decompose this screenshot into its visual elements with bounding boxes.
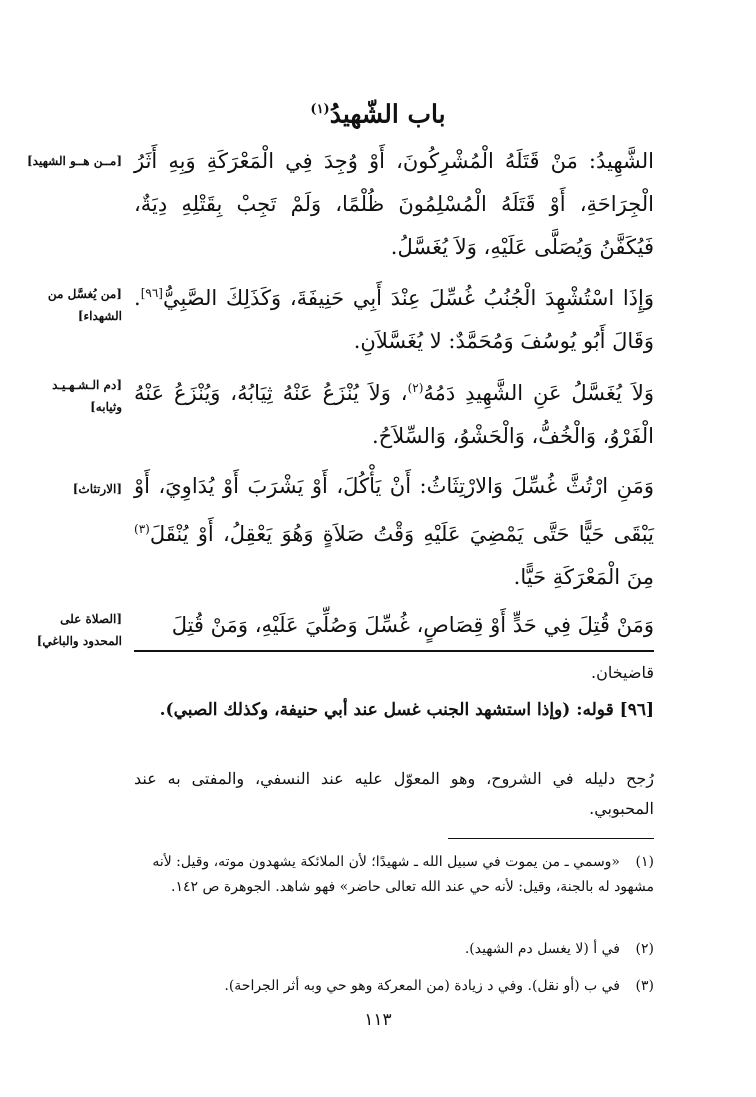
commentary-prev-tail: قاضيخان. — [591, 663, 654, 682]
paragraph-text: ، وَلاَ يُنْزَعُ عَنْهُ ثِيَابُهُ، وَيُنْزَعُ عَنْهُ الْفَرْوُ، وَالْخُفُّ، وَالْحَشْوُ، وَالسِّلاَحُ. — [134, 381, 654, 448]
margin-note-blood-clothes: [دم الـشـهـيـد وثيابه] — [52, 378, 122, 414]
footnote-text: في ب (أو نقل). وفي د زيادة (من المعركة وهو حي وبه أثر الجراحة). — [224, 978, 620, 994]
margin-note-irtithath: [الارتثاث] — [72, 482, 122, 496]
paragraph-martyr-definition: الشَّهِيدُ: مَنْ قَتَلَهُ الْمُشْرِكُونَ، أَوْ وُجِدَ فِي الْمَعْرَكَةِ وَبِهِ أَثَرُ الْجِرَاحَةِ، أَوْ قَتَلَهُ الْمُسْلِمُونَ ظُلْمًا، وَلَمْ تَجِبْ بِقَتْلِهِ دِيَةٌ، فَيُكَفَّنُ وَيُصَلَّى عَلَيْهِ، وَلاَ يُغَسَّلُ. — [134, 149, 654, 259]
main-text-divider — [134, 650, 654, 652]
paragraph-text: وَلاَ يُغَسَّلُ عَنِ الشَّهِيدِ دَمُهُ — [423, 381, 654, 405]
chapter-title — [200, 88, 556, 132]
footnote-1 — [134, 850, 654, 926]
footnote-number: (٢) — [635, 941, 654, 957]
commentary-ref: [٩٦] — [619, 700, 654, 720]
commentary-item-heading — [134, 694, 654, 727]
footnote-3 — [134, 974, 654, 999]
paragraph-text: . وَقَالَ أَبُو يُوسُفَ وَمُحَمَّدٌ: لا يُغَسَّلاَنِ. — [134, 286, 654, 353]
paragraph-junub-martyr — [134, 272, 654, 358]
paragraph-irtithath — [134, 465, 654, 595]
chapter-title-text: باب الشّهيدُ — [329, 99, 446, 129]
commentary-quote: قوله: (وإذا استشهد الجنب غسل عند أبي حنيفة، وكذلك الصبي). — [159, 700, 614, 720]
footnote-marker: (٣) — [134, 522, 150, 536]
footnote-text: «وسمي ـ من يموت في سبيل الله ـ شهيدًا؛ لأن الملائكة يشهدون موته، وقيل: لأنه مشهود له بالجنة، وقيل: لأنه حي عند الله تعالى حاضر» فهو شاهد. الجوهرة ص ١٤٢. — [152, 854, 654, 895]
paragraph-text: مِنَ الْمَعْرَكَةِ حَيًّا. — [513, 565, 654, 589]
page-number: ١١٣ — [364, 1010, 392, 1030]
margin-note-prayer-executed: [الصلاة على المحدود والباغي] — [36, 612, 122, 648]
footnote-number: (٣) — [635, 978, 654, 994]
margin-note-washed-martyrs: [من يُغسَّل من الشهداء] — [47, 287, 122, 323]
margin-note-who-is-martyr: [مــن هــو الشهيد] — [26, 154, 122, 168]
footnote-marker: (٢) — [407, 381, 424, 395]
footnote-number: (١) — [635, 854, 654, 870]
paragraph-blood-clothes — [134, 367, 654, 455]
footnote-2 — [134, 937, 654, 962]
paragraph-text: وَإِذَا اسْتُشْهِدَ الْجُنُبُ غُسِّلَ عِنْدَ أَبِي حَنِيفَةَ، وَكَذَلِكَ الصَّبِيُّ — [162, 286, 654, 310]
paragraph-text: وَمَنِ ارْتُثَّ غُسِّلَ وَالارْتِثَاثُ: أَنْ يَأْكُلَ، أَوْ يَشْرَبَ أَوْ يُدَاوِيَ، أَوْ يَبْقَى حَيًّا حَتَّى يَمْضِيَ عَلَيْهِ وَقْتُ صَلاَةٍ وَهُوَ يَعْقِلُ، أَوْ يُنْقَلَ — [134, 474, 654, 546]
footnote-text: في أ (لا يغسل دم الشهيد). — [464, 941, 620, 957]
footnote-marker: (١) — [310, 102, 330, 117]
commentary-ref: [٩٦] — [140, 286, 163, 300]
paragraph-executed: وَمَنْ قُتِلَ فِي حَدٍّ أَوْ قِصَاصٍ، غُسِّلَ وَصُلِّيَ عَلَيْهِ، وَمَنْ قُتِلَ — [171, 613, 654, 637]
commentary-item-body: رُجح دليله في الشروح، وهو المعوّل عليه عند النسفي، والمفتى به عند المحبوبي. — [134, 769, 654, 818]
footnote-divider — [448, 838, 654, 839]
